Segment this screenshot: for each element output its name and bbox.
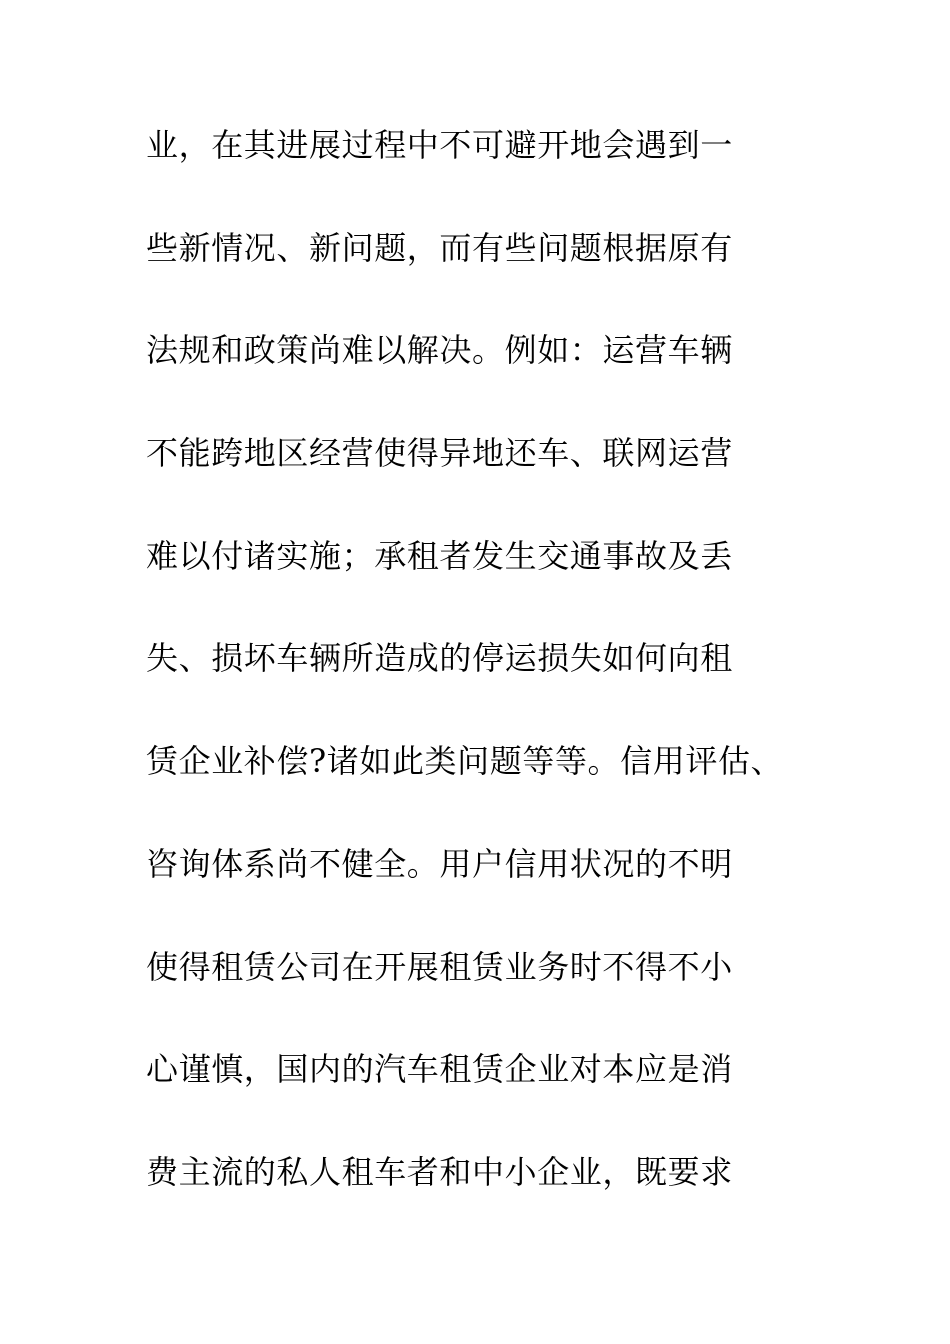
text-line: 赁企业补偿?诸如此类问题等等。信用评估、 bbox=[146, 742, 784, 781]
text-line: 些新情况、新问题，而有些问题根据原有 bbox=[146, 228, 733, 267]
text-line: 咨询体系尚不健全。用户信用状况的不明 bbox=[146, 844, 733, 883]
text-line: 难以付诸实施；承租者发生交通事故及丢 bbox=[146, 536, 733, 575]
text-line: 心谨慎，国内的汽车租赁企业对本应是消 bbox=[146, 1050, 733, 1089]
text-line: 使得租赁公司在开展租赁业务时不得不小 bbox=[146, 947, 733, 986]
text-line: 业，在其进展过程中不可避开地会遇到一 bbox=[146, 126, 733, 164]
body-text bbox=[146, 128, 866, 1258]
text-line: 费主流的私人租车者和中小企业，既要求 bbox=[146, 1152, 733, 1191]
text-line: 不能跨地区经营使得异地还车、联网运营 bbox=[146, 434, 733, 473]
text-line: 失、损坏车辆所造成的停运损失如何向租 bbox=[146, 639, 733, 678]
text-line: 法规和政策尚难以解决。例如：运营车辆 bbox=[146, 331, 733, 370]
